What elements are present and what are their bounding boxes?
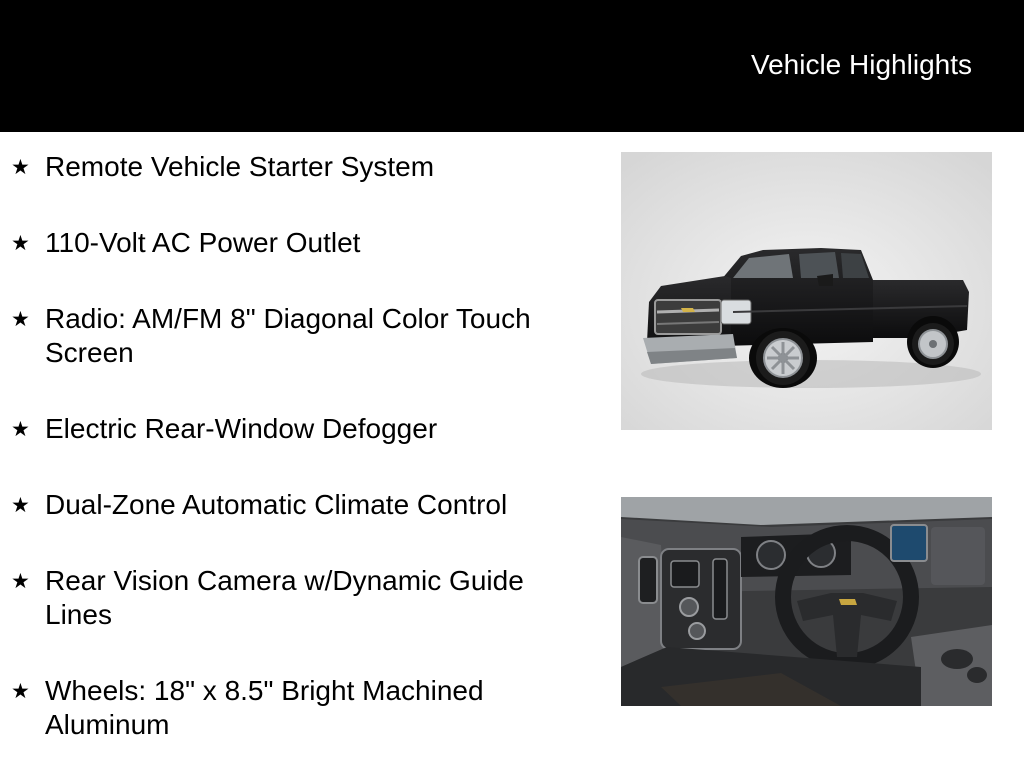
truck-exterior-photo: [621, 152, 992, 430]
feature-label: Electric Rear-Window Defogger: [45, 413, 438, 444]
star-icon: ★: [11, 155, 30, 179]
feature-list: [0, 150, 600, 768]
feature-label: Wheels: 18" x 8.5" Bright Machined Aluminum: [45, 675, 484, 740]
page-title: Vehicle Highlights: [750, 49, 972, 80]
truck-interior-photo: [621, 497, 992, 706]
star-icon: ★: [11, 231, 30, 255]
star-icon: ★: [11, 417, 30, 441]
feature-item: [0, 564, 585, 632]
feature-label: Remote Vehicle Starter System: [45, 151, 435, 182]
feature-label: Rear Vision Camera w/Dynamic Guide Lines: [45, 565, 524, 630]
star-icon: ★: [11, 569, 30, 593]
feature-item: [0, 412, 585, 446]
feature-item: [0, 150, 585, 184]
feature-label: 110-Volt AC Power Outlet: [45, 227, 361, 258]
star-icon: ★: [11, 679, 30, 703]
header-bar: [0, 0, 1024, 132]
feature-item: [0, 674, 585, 742]
feature-item: [0, 226, 585, 260]
feature-label: Radio: AM/FM 8" Diagonal Color Touch Screen: [45, 303, 531, 368]
feature-item: [0, 302, 585, 370]
star-icon: ★: [11, 493, 30, 517]
feature-label: Dual-Zone Automatic Climate Control: [45, 489, 508, 520]
feature-item: [0, 488, 585, 522]
star-icon: ★: [11, 307, 30, 331]
